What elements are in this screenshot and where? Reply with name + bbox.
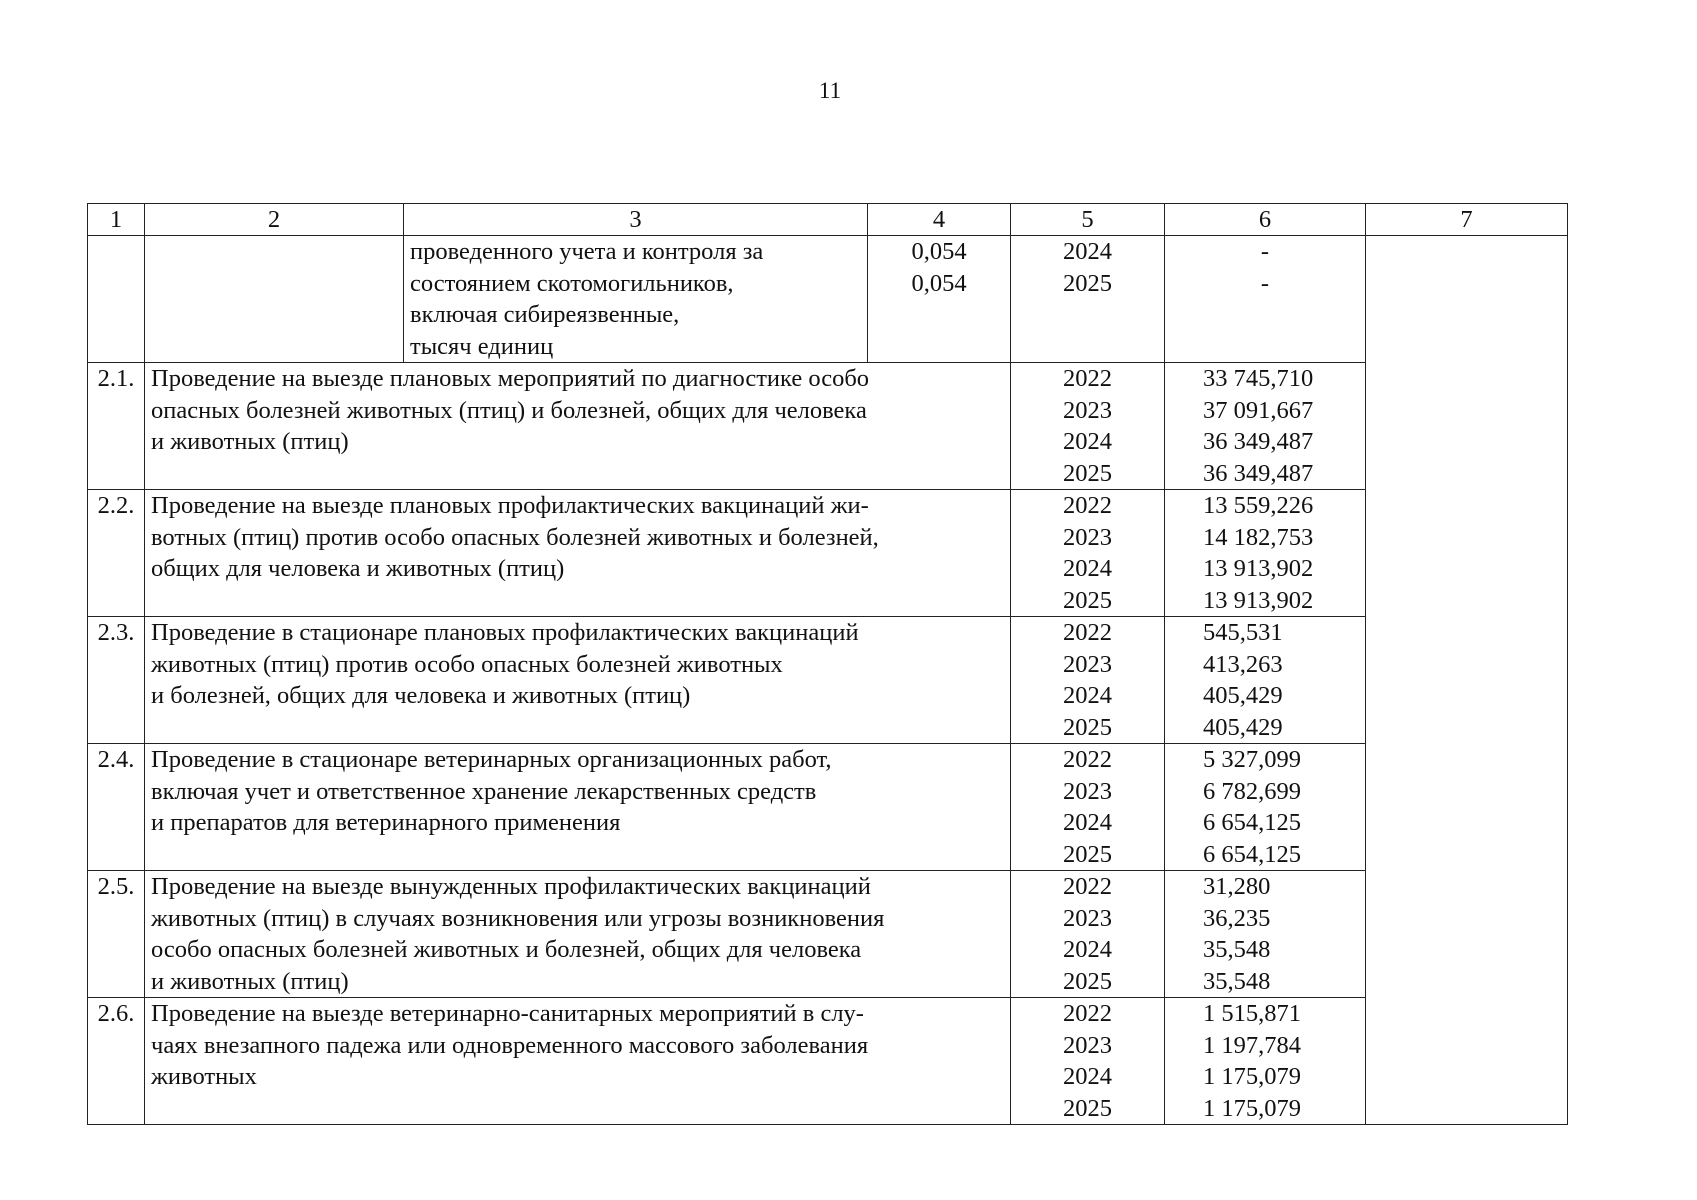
- row-number-label: 2.5.: [97, 873, 135, 900]
- amounts-cell: [1165, 490, 1366, 617]
- measure-description: [145, 871, 1011, 998]
- amount-value: 6 654,125: [1203, 809, 1301, 836]
- measure-row: [88, 363, 1568, 490]
- year-value: 2022: [1063, 619, 1112, 646]
- year-value: 2025: [1063, 269, 1112, 297]
- description-line: чаях внезапного падежа или одновременного массового заболевания: [151, 1031, 869, 1059]
- description-line: животных (птиц) в случаях возникновения или угрозы возникновения: [151, 904, 885, 932]
- column-7-cell: [1366, 236, 1568, 1125]
- description-line: Проведение на выезде плановых мероприятий по диагностике особо: [151, 365, 870, 392]
- year-value: 2023: [1063, 904, 1112, 932]
- indicator-line: проведенного учета и контроля за: [410, 238, 764, 265]
- year-value: 2025: [1063, 586, 1112, 614]
- year-value: 2025: [1063, 840, 1112, 868]
- year-value: 2023: [1063, 650, 1112, 678]
- description-line: и животных (птиц): [151, 428, 349, 455]
- amount-value: 36,235: [1203, 904, 1271, 932]
- page-number: 11: [818, 78, 842, 103]
- indicator-value: 0,054: [911, 238, 967, 265]
- row-number: [88, 490, 145, 617]
- years-cell: [1011, 363, 1165, 490]
- year-value: 2024: [1063, 682, 1112, 709]
- amount-value: 13 913,902: [1203, 555, 1314, 582]
- amount-value: 36 349,487: [1203, 428, 1314, 455]
- description-line: включая учет и ответственное хранение лекарственных средств: [151, 777, 817, 805]
- column-header-3: 3: [404, 204, 868, 236]
- amount-value: 6 782,699: [1203, 777, 1301, 805]
- row-number: [88, 363, 145, 490]
- indicator-value: 0,054: [911, 269, 967, 297]
- year-value: 2024: [1063, 555, 1112, 582]
- year-value: 2024: [1063, 809, 1112, 836]
- indicator-line: включая сибиреязвенные,: [410, 301, 680, 328]
- column-header-5: 5: [1011, 204, 1165, 236]
- amount-value: 1 515,871: [1203, 1000, 1301, 1027]
- description-line: и препаратов для ветеринарного применения: [151, 809, 621, 836]
- measure-row: [88, 871, 1568, 998]
- amount-value: 1 197,784: [1203, 1031, 1301, 1059]
- year-value: 2023: [1063, 1031, 1112, 1059]
- year-value: 2022: [1063, 1000, 1112, 1027]
- description-line: опасных болезней животных (птиц) и болезней, общих для человека: [151, 396, 867, 424]
- amount-value: -: [1260, 269, 1270, 297]
- continuation-col4-cell: [868, 236, 1011, 363]
- year-value: 2024: [1063, 936, 1112, 963]
- year-value: 2022: [1063, 365, 1112, 392]
- year-value: 2022: [1063, 492, 1112, 519]
- continuation-years-cell: [1011, 236, 1165, 363]
- column-header-2: 2: [145, 204, 404, 236]
- measure-description: [145, 998, 1011, 1125]
- row-number: [88, 998, 145, 1125]
- year-value: 2023: [1063, 523, 1112, 551]
- description-line: особо опасных болезней животных и болезней, общих для человека: [151, 936, 862, 963]
- amount-value: 545,531: [1203, 619, 1283, 646]
- years-cell: [1011, 744, 1165, 871]
- amount-value: 405,429: [1203, 713, 1283, 741]
- year-value: 2023: [1063, 777, 1112, 805]
- year-value: 2023: [1063, 396, 1112, 424]
- amount-value: 31,280: [1203, 873, 1271, 900]
- year-value: 2024: [1063, 1063, 1112, 1090]
- measure-description: [145, 744, 1011, 871]
- description-line: и болезней, общих для человека и животных (птиц): [151, 682, 691, 709]
- years-cell: [1011, 871, 1165, 998]
- description-line: общих для человека и животных (птиц): [151, 555, 565, 582]
- description-line: Проведение на выезде вынужденных профилактических вакцинаций: [151, 873, 871, 900]
- amount-value: 1 175,079: [1203, 1063, 1301, 1090]
- description-line: Проведение в стационаре ветеринарных организационных работ,: [151, 746, 832, 773]
- continuation-col2-cell: [145, 236, 404, 363]
- year-value: 2024: [1063, 428, 1112, 455]
- continuation-num-cell: [88, 236, 145, 363]
- description-line: животных: [151, 1063, 257, 1090]
- amounts-cell: [1165, 744, 1366, 871]
- row-number: [88, 744, 145, 871]
- amount-value: 37 091,667: [1203, 396, 1314, 424]
- amount-value: 13 559,226: [1203, 492, 1314, 519]
- year-value: 2022: [1063, 746, 1112, 773]
- description-line: Проведение в стационаре плановых профилактических вакцинаций: [151, 619, 859, 646]
- row-number-label: 2.3.: [97, 619, 135, 646]
- amount-value: -: [1260, 238, 1270, 265]
- measure-row: [88, 744, 1568, 871]
- continuation-row: [88, 236, 1568, 363]
- years-cell: [1011, 998, 1165, 1125]
- measure-description: [145, 363, 1011, 490]
- amounts-cell: [1165, 363, 1366, 490]
- amount-value: 405,429: [1203, 682, 1283, 709]
- column-header-4: 4: [868, 204, 1011, 236]
- column-header-6: 6: [1165, 204, 1366, 236]
- year-value: 2025: [1063, 459, 1112, 487]
- years-cell: [1011, 617, 1165, 744]
- row-number-label: 2.2.: [97, 492, 135, 519]
- amount-value: 1 175,079: [1203, 1094, 1301, 1122]
- amount-value: 413,263: [1203, 650, 1283, 678]
- data-table: [87, 203, 1568, 1125]
- description-line: и животных (птиц): [151, 967, 349, 995]
- year-value: 2025: [1063, 1094, 1112, 1122]
- row-number-label: 2.4.: [97, 746, 135, 773]
- row-number-label: 2.1.: [97, 365, 135, 392]
- amount-value: 6 654,125: [1203, 840, 1301, 868]
- measure-row: [88, 617, 1568, 744]
- year-value: 2025: [1063, 713, 1112, 741]
- amount-value: 14 182,753: [1203, 523, 1314, 551]
- year-value: 2024: [1063, 238, 1112, 265]
- amount-value: 33 745,710: [1203, 365, 1314, 392]
- description-line: Проведение на выезде ветеринарно-санитарных мероприятий в слу-: [151, 1000, 864, 1027]
- measure-row: [88, 998, 1568, 1125]
- description-line: животных (птиц) против особо опасных болезней животных: [151, 650, 783, 678]
- measure-description: [145, 617, 1011, 744]
- indicator-line: состоянием скотомогильников,: [410, 269, 734, 297]
- years-cell: [1011, 490, 1165, 617]
- amount-value: 35,548: [1203, 936, 1271, 963]
- amount-value: 36 349,487: [1203, 459, 1314, 487]
- amount-value: 35,548: [1203, 967, 1271, 995]
- amounts-cell: [1165, 871, 1366, 998]
- column-header-7: 7: [1366, 204, 1568, 236]
- continuation-indicator-cell: [404, 236, 868, 363]
- row-number: [88, 871, 145, 998]
- measure-row: [88, 490, 1568, 617]
- measure-description: [145, 490, 1011, 617]
- continuation-values-cell: [1165, 236, 1366, 363]
- year-value: 2022: [1063, 873, 1112, 900]
- amount-value: 5 327,099: [1203, 746, 1301, 773]
- row-number: [88, 617, 145, 744]
- amount-value: 13 913,902: [1203, 586, 1314, 614]
- description-line: Проведение на выезде плановых профилактических вакцинаций жи-: [151, 492, 869, 519]
- description-line: вотных (птиц) против особо опасных болезней животных и болезней,: [151, 523, 879, 551]
- row-number-label: 2.6.: [97, 1000, 135, 1027]
- year-value: 2025: [1063, 967, 1112, 995]
- amounts-cell: [1165, 998, 1366, 1125]
- amounts-cell: [1165, 617, 1366, 744]
- indicator-line: тысяч единиц: [410, 332, 554, 360]
- column-header-1: 1: [88, 204, 145, 236]
- header-row: [88, 204, 1568, 236]
